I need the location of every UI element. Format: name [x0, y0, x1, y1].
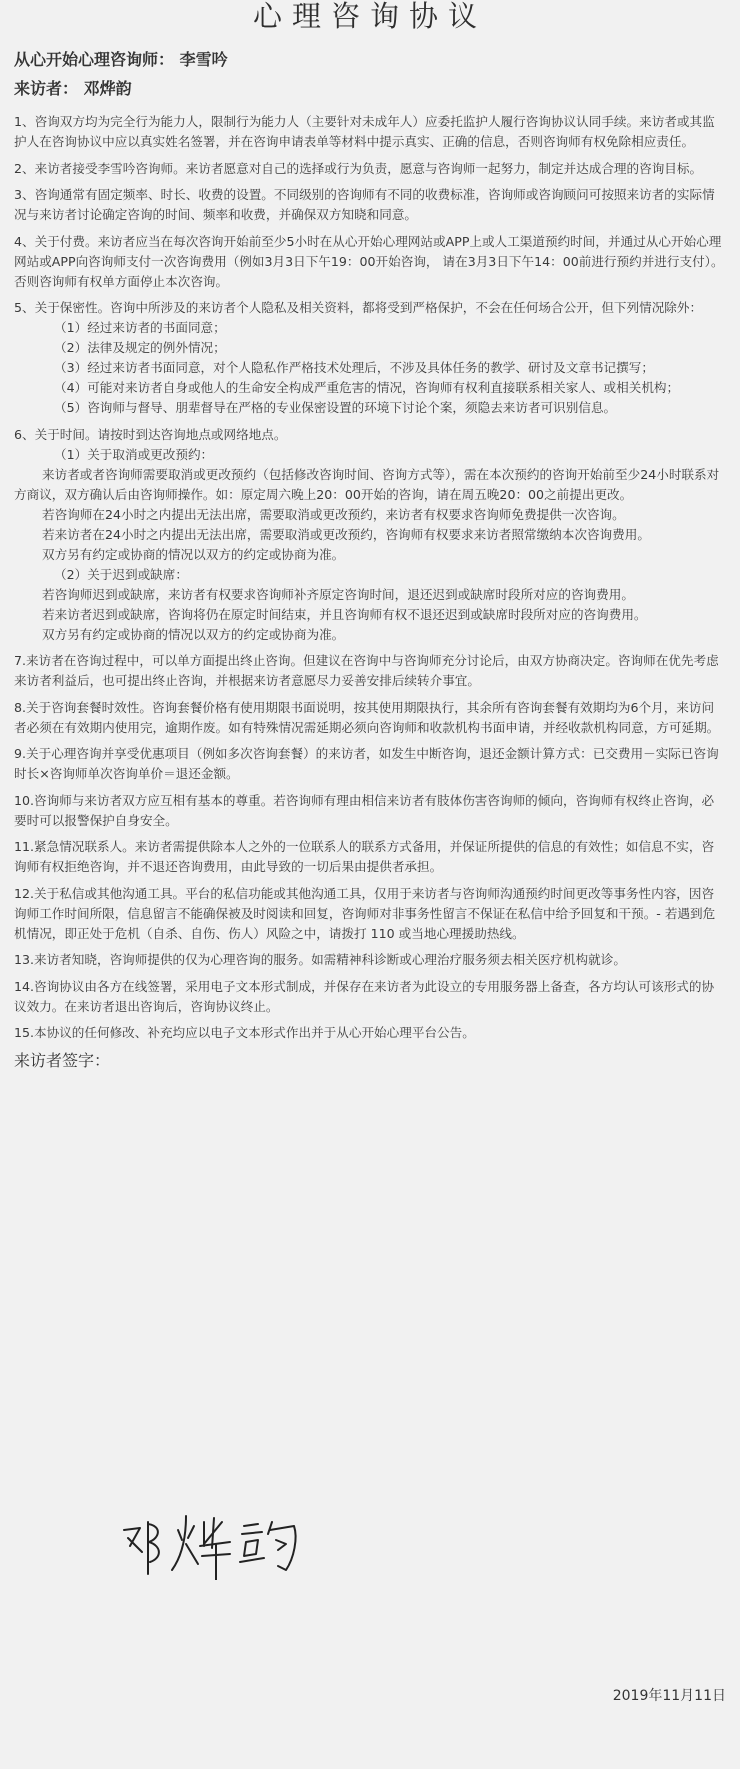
clause-15: [14, 1023, 726, 1043]
clause-text: 14.咨询协议由各方在线签署，采用电子文本形式制成，并保存在来访者为此设立的专用服务器上备查，各方均认可该形式的协议效力。在来访者退出咨询后，咨询协议终止。: [14, 978, 715, 1014]
clause-text: 若咨询师在24小时之内提出无法出席，需要取消或更改预约，来访者有权要求咨询师免费提供一次咨询。: [42, 506, 625, 522]
clause-12: [14, 884, 726, 944]
clause-text: 双方另有约定或协商的情况以双方的约定或协商为准。: [42, 626, 345, 642]
signature-date: 2019年11月11日: [612, 1688, 726, 1704]
clause-text: 若来访者迟到或缺席，咨询将仍在原定时间结束，并且咨询师有权不退还迟到或缺席时段所对应的咨询费用。: [42, 606, 647, 622]
clause-text: 7.来访者在咨询过程中，可以单方面提出终止咨询。但建议在咨询中与咨询师充分讨论后，由双方协商决定。咨询师在优先考虑来访者利益后，也可提出终止咨询，并根据来访者意愿尽力妥善安排后续转介事宜。: [14, 653, 719, 688]
clause-text: （1）经过来访者的书面同意；: [54, 320, 226, 335]
clause-text: 5、关于保密性。咨询中所涉及的来访者个人隐私及相关资料，都将受到严格保护，不会在任何场合公开，但下列情况除外：: [14, 300, 703, 315]
clause-10: [14, 791, 726, 831]
clause-text: 3、咨询通常有固定频率、时长、收费的设置。不同级别的咨询师有不同的收费标准，咨询师或咨询顾问可按照来访者的实际情况与来访者讨论确定咨询的时间、频率和收费，并确保双方知晓和同意。: [14, 187, 715, 222]
clause-14: [14, 977, 726, 1017]
clause-text: （4）可能对来访者自身或他人的生命安全构成严重危害的情况，咨询师有权利直接联系相关家人、或相关机构；: [54, 380, 680, 395]
clause-text: 12.关于私信或其他沟通工具。平台的私信功能或其他沟通工具，仅用于来访者与咨询师沟通预约时间更改等事务性内容，因咨询师工作时间所限，信息留言不能确保被及时阅读和回复，咨询师对非事务性留言不保证在私信中给予回复和干预。- 若遇到危机情况，即正处于危机（自杀、自伤、伤人）风险之中，请拨打 110 或当地心理援助热线。: [14, 885, 716, 941]
clause-text: （3）经过来访者书面同意，对个人隐私作严格技术处理后，不涉及具体任务的教学、研讨及文章书记撰写；: [54, 360, 654, 375]
clause-text: （1）关于取消或更改预约：: [54, 446, 214, 462]
clause-text: （2）法律及规定的例外情况；: [54, 340, 226, 355]
clause-8: [14, 698, 726, 738]
clause-2: [14, 159, 726, 179]
clause-text: （5）咨询师与督导、朋辈督导在严格的专业保密设置的环境下讨论个案，须隐去来访者可识别信息。: [54, 400, 617, 415]
clause-text: 双方另有约定或协商的情况以双方的约定或协商为准。: [42, 546, 345, 562]
clause-4: [14, 232, 726, 292]
clause-text: 1、咨询双方均为完全行为能力人，限制行为能力人（主要针对未成年人）应委托监护人履行咨询协议认同手续。来访者或其监护人在咨询协议中应以真实姓名签署，并在咨询申请表单等材料中提示真实、正确的信息，否则咨询师有权免除相应责任。: [14, 114, 715, 149]
clause-1: [14, 112, 726, 152]
clause-text: 2、来访者接受李雪吟咨询师。来访者愿意对自己的选择或行为负责，愿意与咨询师一起努力，制定并达成合理的咨询目标。: [14, 160, 703, 176]
clause-text: 8.关于咨询套餐时效性。咨询套餐价格有使用期限书面说明，按其使用期限执行，其余所有咨询套餐有效期均为6个月，来访问者必须在有效期内使用完，逾期作废。如有特殊情况需延期必须向咨询师和收款机构书面申请，并经收款机构同意，方可延期。: [14, 699, 720, 735]
clause-text: 若来访者在24小时之内提出无法出席，需要取消或更改预约，咨询师有权要求来访者照常缴纳本次咨询费用。: [42, 526, 650, 542]
clause-7: [14, 651, 726, 691]
clause-text: 6、关于时间。请按时到达咨询地点或网络地点。: [14, 426, 287, 442]
clause-6: [14, 425, 726, 645]
clause-text: 9.关于心理咨询并享受优惠项目（例如多次咨询套餐）的来访者，如发生中断咨询，退还金额计算方式：已交费用－实际已咨询时长×咨询师单次咨询单价＝退还金额。: [14, 746, 719, 781]
clause-13: [14, 950, 726, 970]
clause-11: [14, 837, 726, 877]
clause-text: 11.紧急情况联系人。来访者需提供除本人之外的一位联系人的联系方式备用，并保证所提供的信息的有效性；如信息不实，咨询师有权拒绝咨询，并不退还咨询费用，由此导致的一切后果由提供者承担。: [14, 839, 715, 874]
clause-text: 15.本协议的任何修改、补充均应以电子文本形式作出并于从心开始心理平台公告。: [14, 1025, 475, 1040]
clause-text: 来访者或者咨询师需要取消或更改预约（包括修改咨询时间、咨询方式等），需在本次预约的咨询开始前至少24小时联系对方商议，双方确认后由咨询师操作。如：原定周六晚上20：00开始的咨询，请在周五晚20：00之前提出更改。: [14, 466, 720, 502]
clause-3: [14, 185, 726, 225]
signature-label: 来访者签字：: [14, 1050, 111, 1070]
document-title: 心理咨询协议: [252, 0, 487, 33]
clause-text: 13.来访者知晓，咨询师提供的仅为心理咨询的服务。如需精神科诊断或心理治疗服务须去相关医疗机构就诊。: [14, 952, 626, 967]
counselor-line: 从心开始心理咨询师： 李雪吟: [14, 50, 228, 69]
clause-text: 10.咨询师与来访者双方应互相有基本的尊重。若咨询师有理由相信来访者有肢体伤害咨询师的倾向，咨询师有权终止咨询，必要时可以报警保护自身安全。: [14, 792, 715, 828]
clause-list: [14, 112, 726, 1043]
clause-9: [14, 744, 726, 784]
clause-5: [14, 298, 726, 418]
client-line: 来访者： 邓烨韵: [14, 79, 132, 98]
handwritten-signature: [118, 1508, 318, 1580]
clause-text: 若咨询师迟到或缺席，来访者有权要求咨询师补齐原定咨询时间，退还迟到或缺席时段所对应的咨询费用。: [42, 586, 634, 602]
clause-text: （2）关于迟到或缺席：: [54, 566, 188, 582]
clause-text: 4、关于付费。来访者应当在每次咨询开始前至少5小时在从心开始心理网站或APP上或人工渠道预约时间，并通过从心开始心理网站或APP向咨询师支付一次咨询费用（例如3月3日下午19：00开始咨询， 请在3月3日下午14：00前进行预约并进行支付）。否则咨询师有权单方面停止本次咨询。: [14, 233, 724, 289]
